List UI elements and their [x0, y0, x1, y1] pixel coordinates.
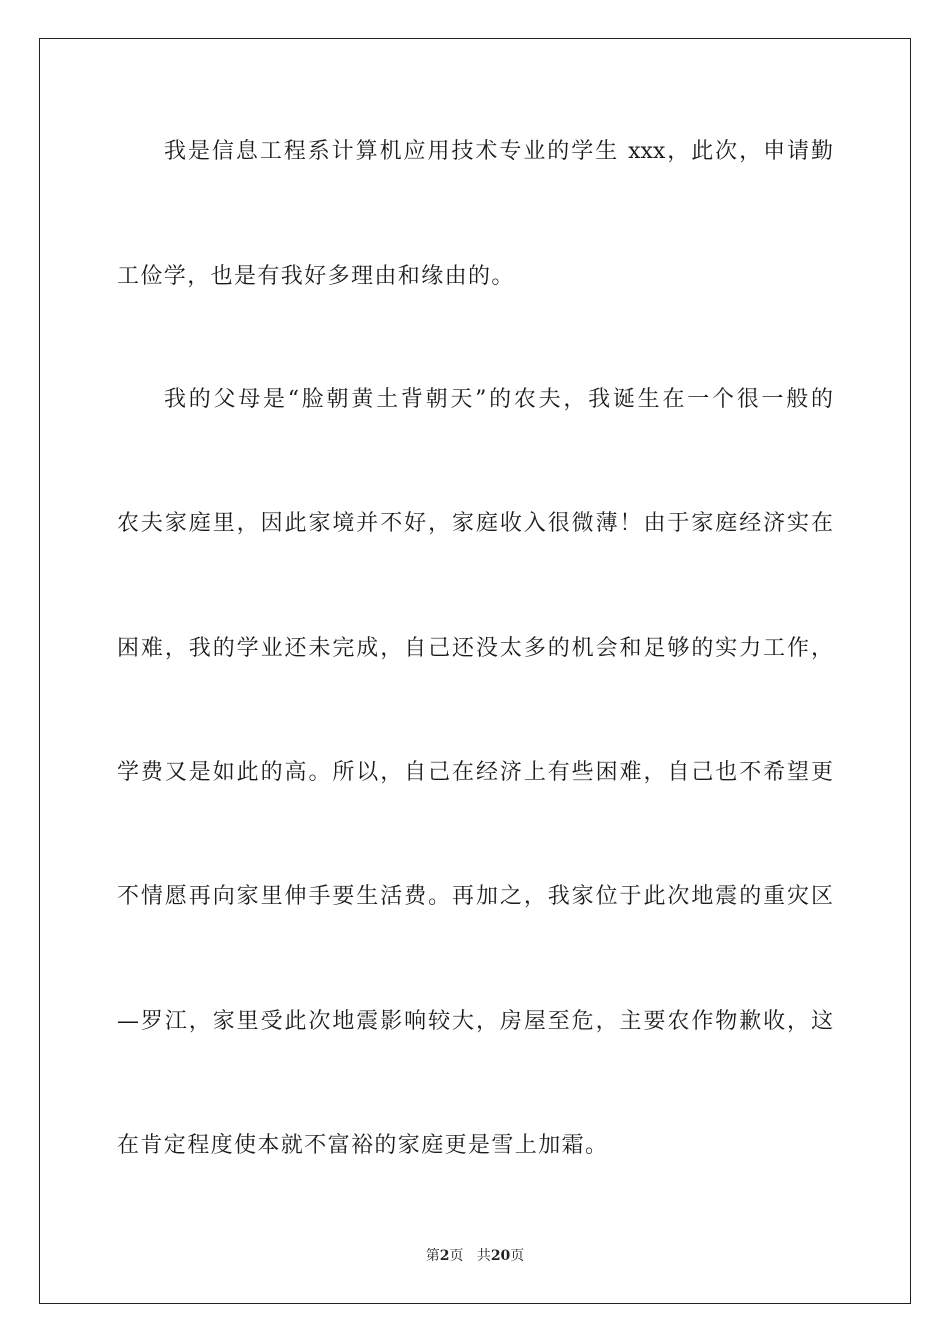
text-line: —罗江，家里受此次地震影响较大，房屋至危，主要农作物歉收，这 — [117, 1009, 833, 1034]
text-line: 学费又是如此的高。所以，自己在经济上有些困难，自己也不希望更 — [117, 760, 833, 785]
text-line: 在肯定程度使本就不富裕的家庭更是雪上加霜。 — [117, 1133, 609, 1158]
footer-total-number: 20 — [490, 1248, 511, 1264]
page-border — [39, 38, 911, 1304]
text-line: 我的父母是“脸朝黄土背朝天”的农夫，我诞生在一个很一般的 — [164, 387, 833, 412]
text-line: 不情愿再向家里伸手要生活费。再加之，我家位于此次地震的重灾区 — [117, 884, 833, 909]
footer-page-number: 2 — [439, 1248, 450, 1264]
footer-total-suffix: 页 — [510, 1248, 525, 1264]
footer-total-prefix: 共 — [476, 1248, 491, 1264]
text-line: 农夫家庭里，因此家境并不好，家庭收入很微薄！由于家庭经济实在 — [117, 511, 833, 536]
page-footer — [0, 1247, 950, 1265]
footer-page-prefix: 第 — [425, 1248, 440, 1264]
text-line: 我是信息工程系计算机应用技术专业的学生 xxx，此次，申请勤 — [164, 139, 833, 164]
text-line: 工俭学，也是有我好多理由和缘由的。 — [117, 264, 515, 289]
footer-page-suffix: 页 — [449, 1248, 464, 1264]
text-line: 困难，我的学业还未完成，自己还没太多的机会和足够的实力工作， — [117, 636, 833, 661]
